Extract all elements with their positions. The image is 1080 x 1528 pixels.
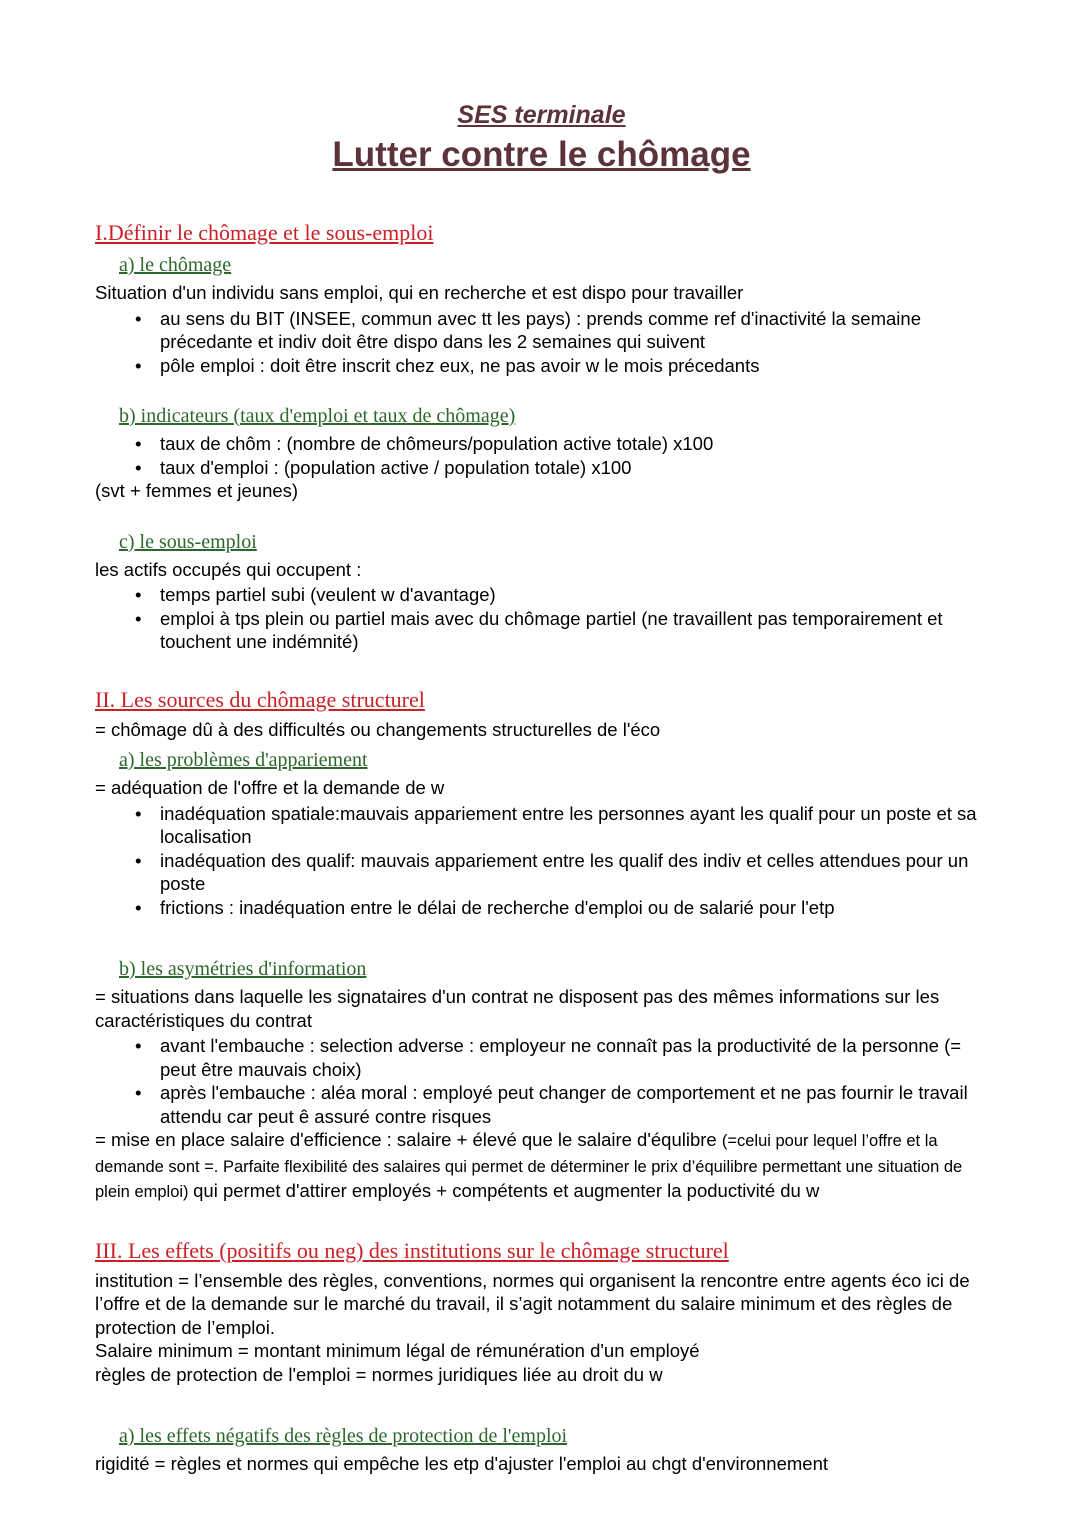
section-1b-heading: b) indicateurs (taux d'emploi et taux de chômage): [119, 405, 516, 427]
section-2b-bullet-list: [95, 1034, 988, 1128]
conclusion-text-normal: = mise en place salaire d'efficience : salaire + élevé que le salaire d'équlibre: [95, 1129, 722, 1150]
section-2b-heading: b) les asymétries d'information: [119, 958, 367, 980]
section-3a-heading: a) les effets négatifs des règles de protection de l'emploi: [119, 1425, 568, 1447]
section-1-heading: I.Définir le chômage et le sous-emploi: [95, 220, 434, 245]
section-2a-heading: a) les problèmes d'appariement: [119, 749, 368, 771]
document-header: [95, 100, 988, 177]
section-2-intro: = chômage dû à des difficultés ou changements structurelles de l'éco: [95, 718, 661, 740]
bullet-item: • après l'embauche : aléa moral : employé peut changer de comportement et ne pas fournir le travail attendu car peut ê assuré contre risques: [95, 1081, 988, 1128]
bullet-item: • inadéquation des qualif: mauvais appariement entre les qualif des indiv et celles attendues pour un poste: [95, 849, 988, 896]
course-title: SES terminale: [457, 101, 626, 129]
section-2b-intro: = situations dans laquelle les signataires d'un contrat ne disposent pas des mêmes informations sur les caractéristiques du contrat: [95, 986, 940, 1031]
section-1c-heading: c) le sous-emploi: [119, 530, 257, 553]
page-title: Lutter contre le chômage: [332, 135, 751, 174]
section-3a-intro: rigidité = règles et normes qui empêche les etp d'ajuster l'emploi au chgt d'environnement: [95, 1453, 829, 1474]
bullet-item: • emploi à tps plein ou partiel mais avec du chômage partiel (ne travaillent pas temporairement et touchent une indémnité): [95, 607, 988, 654]
section-2b-conclusion: [95, 1128, 988, 1205]
bullet-item: • temps partiel subi (veulent w d'avantage): [95, 583, 988, 607]
section-1a-heading: a) le chômage: [119, 254, 232, 276]
definition-regles-protection: règles de protection de l'emploi = normes juridiques liée au droit du w: [95, 1363, 663, 1385]
section-1b-bullet-list: [95, 432, 988, 479]
section-1b-note: (svt + femmes et jeunes): [95, 480, 299, 501]
conclusion-text-small: (=celui pour lequel l’offre et la demande sont =. Parfaite flexibilité des salaires qui permet de déterminer le prix d’équilibre permettant une situation de plein emploi): [95, 1132, 963, 1201]
bullet-item: • taux d'emploi : (population active / population totale) x100: [95, 456, 988, 480]
section-1a-intro: Situation d'un individu sans emploi, qui en recherche et est dispo pour travailler: [95, 282, 744, 303]
section-3-intro: institution = l’ensemble des règles, conventions, normes qui organisent la rencontre entre agents éco ici de l’offre et de la demande sur le marché du travail, il s’agit notamment du salaire minimum et des règles de protection de l’emploi.: [95, 1269, 970, 1338]
bullet-item: • avant l'embauche : selection adverse : employeur ne connaît pas la productivité de la personne (= peut être mauvais choix): [95, 1034, 988, 1081]
conclusion-text-normal: qui permet d'attirer employés + compétents et augmenter la poductivité du w: [193, 1180, 820, 1201]
section-2a-intro: = adéquation de l'offre et la demande de w: [95, 777, 445, 798]
section-1c-intro: les actifs occupés qui occupent :: [95, 558, 362, 580]
section-2a-bullet-list: [95, 802, 988, 920]
bullet-item: • au sens du BIT (INSEE, commun avec tt les pays) : prends comme ref d'inactivité la semaine précedante et indiv doit être dispo dans les 2 semaines qui suivent: [95, 307, 988, 354]
bullet-item: • taux de chôm : (nombre de chômeurs/population active totale) x100: [95, 432, 988, 456]
section-3-heading: III. Les effets (positifs ou neg) des institutions sur le chômage structurel: [95, 1237, 729, 1263]
definition-salaire-minimum: Salaire minimum = montant minimum légal de rémunération d'un employé: [95, 1340, 700, 1361]
bullet-item: • inadéquation spatiale:mauvais appariement entre les personnes ayant les qualif pour un poste et sa localisation: [95, 802, 988, 849]
bullet-item: • frictions : inadéquation entre le délai de recherche d'emploi ou de salarié pour l'etp: [95, 896, 988, 920]
section-1c-bullet-list: [95, 583, 988, 654]
bullet-item: • pôle emploi : doit être inscrit chez eux, ne pas avoir w le mois précedants: [95, 354, 988, 378]
section-1a-bullet-list: [95, 307, 988, 378]
section-2-heading: II. Les sources du chômage structurel: [95, 686, 425, 712]
